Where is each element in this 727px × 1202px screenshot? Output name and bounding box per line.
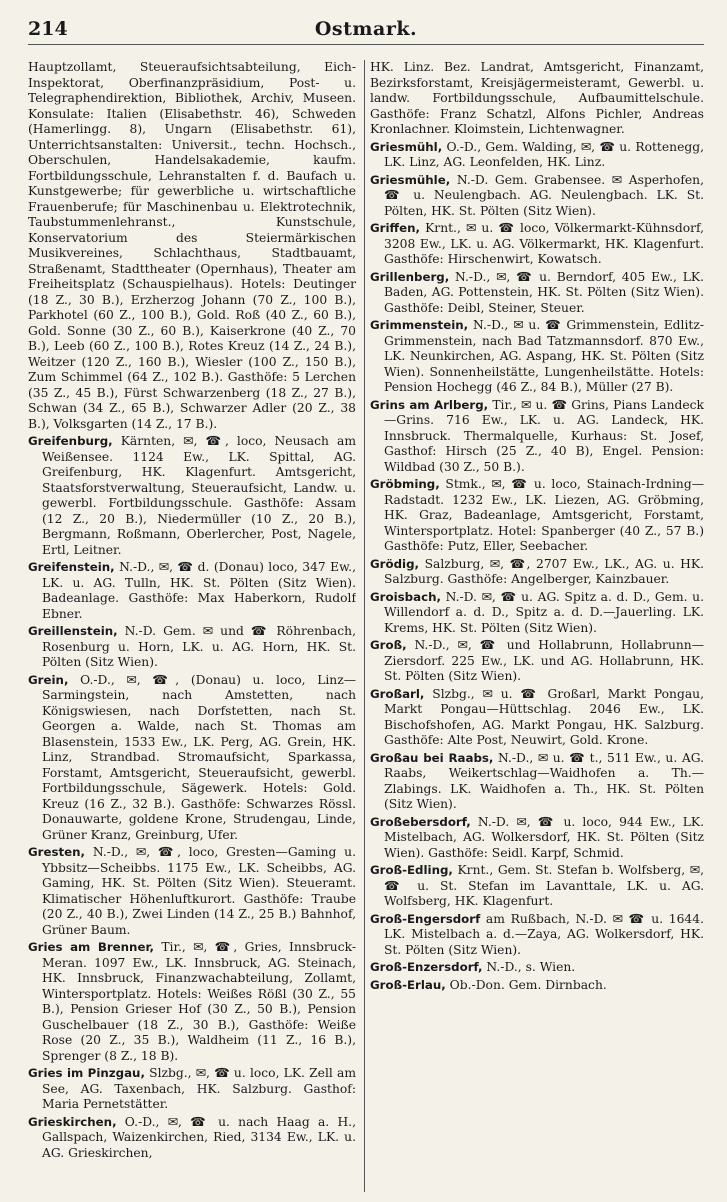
entry-text: N.-D., ✉, ☎ u. Berndorf, 405 Ew., LK. Baden, AG. Pottenstein, HK. St. Pölten (Sitz Wien). Gasthöfe: Deibl, Steiner, Steuer. xyxy=(384,269,704,315)
entry-headword: Greillenstein, xyxy=(28,624,118,638)
entry-headword: Gresten, xyxy=(28,845,86,859)
gazetteer-entry xyxy=(370,912,704,959)
entry-headword: Großebersdorf, xyxy=(370,814,471,829)
entry-headword: Grillenberg, xyxy=(370,269,450,284)
gazetteer-entry xyxy=(28,673,356,844)
page-number: 214 xyxy=(28,18,68,40)
entry-headword: Grins am Arlberg, xyxy=(370,397,489,412)
right-column xyxy=(370,60,704,1192)
entry-text: Tir., ✉ u. ☎ Grins, Pians Landeck—Grins. 716 Ew., LK. u. AG. Landeck, HK. Innsbruck. Thermalquelle, Kurhaus: St. Josef, Gasthof: Hirsch (25 Z., 40 B), Engel. Pension: Wildbad (30 Z., 50 B.). xyxy=(384,397,704,474)
gazetteer-entry xyxy=(28,1066,356,1113)
entry-text: Krnt., Gem. St. Stefan b. Wolfsberg, ✉, ☎ u. St. Stefan im Lavanttale, LK. u. AG. Wolfsberg, HK. Klagenfurt. xyxy=(384,863,704,908)
entry-text: Slzbg., ✉ u. ☎ Großarl, Markt Pongau, Markt Pongau—Hüttschlag. 2046 Ew., LK. Bischofshofen, AG. Markt Pongau, HK. Salzburg. Gasthöfe: Alte Post, Neuwirt, Gold. Krone. xyxy=(384,686,704,747)
entry-headword: Groß-Edling, xyxy=(370,863,453,877)
entry-text: N.-D. Gem. ✉ und ☎ Röhrenbach, Rosenburg u. Horn, LK. u. AG. Horn, HK. St. Pölten (Sitz Wien). xyxy=(42,624,356,669)
gazetteer-entry xyxy=(370,221,704,268)
entry-text: N.-D. ✉, ☎ u. AG. Spitz a. d. D., Gem. u. Willendorf a. d. D., Spitz a. d. D.—Jauerling. LK. Krems, HK. St. Pölten (Sitz Wien). xyxy=(384,589,704,635)
entry-text: Ob.-Don. Gem. Dirnbach. xyxy=(449,977,607,992)
entry-headword: Großau bei Raabs, xyxy=(370,750,494,765)
entry-headword: Gries am Brenner, xyxy=(28,940,155,954)
entry-text: N.-D. ✉, ☎ u. loco, 944 Ew., LK. Mistelbach, AG. Wolkersdorf, HK. St. Pölten (Sitz Wien). Gasthöfe: Seidl. Karpf, Schmid. xyxy=(384,814,704,860)
gazetteer-columns xyxy=(28,60,704,1192)
gazetteer-entry xyxy=(370,60,704,138)
entry-text: Stmk., ✉, ☎ u. loco, Stainach-Irdning—Radstadt. 1232 Ew., LK. Liezen, AG. Gröbming, HK. Graz, Badeanlage, Amtsgericht, Forstamt, Wintersportplatz. Hotel: Spanberger (40 Z., 57 B.) Gasthöfe: Putz, Eller, Seebacher. xyxy=(384,477,704,553)
gazetteer-entry xyxy=(370,590,704,637)
gazetteer-entry xyxy=(28,434,356,558)
page-header xyxy=(28,14,704,45)
entry-headword: Grieskirchen, xyxy=(28,1114,117,1129)
entry-text: Hauptzollamt, Steueraufsichtsabteilung, Eich-Inspektorat, Oberfinanzpräsidium, Post- u. Telegraphendirektion, Bibliothek, Archiv, Museen. Konsulate: Italien (Elisabethstr. 46), Schweden (Hamerlingg. 8), Ungarn (Elisabethstr. 61), Unterrichtsanstalten: Universit., techn. Hochsch., Oberschulen, Handelsakademie, kaufm. Fortbildungsschule, Lehranstalten f. d. Baufach u. Kunstgewerbe; für gewerbliche u. wirtschaftliche Frauenberufe; für Maschinenbau u. Elektrotechnik, Taubstummenlehranst., Kunstschule, Konservatorium des Steiermärkischen Musikvereines, Schlachthaus, Stadtbauamt, Straßenamt, Stadttheater (Opernhaus), Theater am Freiheitsplatz (Schauspielhaus). Hotels: Deutinger (18 Z., 30 B.), Erzherzog Johann (70 Z., 100 B.), Parkhotel (60 Z., 100 B.), Gold. Roß (40 Z., 60 B.), Gold. Sonne (30 Z., 60 B.), Kaiserkrone (40 Z., 70 B.), Leeb (60 Z., 100 B.), Rotes Kreuz (14 Z., 24 B.), Weitzer (120 Z., 160 B.), Wiesler (100 Z., 150 B.), Zum Schimmel (64 Z., 102 B.). Gasthöfe: 5 Lerchen (35 Z., 45 B.), Fürst Schwarzenberg (18 Z., 27 B.), Schwan (34 Z., 65 B.), Schwarzer Adler (20 Z., 38 B.), Volksgarten (14 Z., 17 B.). xyxy=(28,60,356,431)
entry-headword: Groß, xyxy=(370,638,407,652)
gazetteer-entry xyxy=(370,270,704,317)
column-divider xyxy=(364,60,365,1192)
gazetteer-entry xyxy=(28,845,356,938)
gazetteer-entry xyxy=(370,815,704,862)
entry-headword: Greifenstein, xyxy=(28,560,115,574)
entry-headword: Groisbach, xyxy=(370,589,441,604)
entry-headword: Gries im Pinzgau, xyxy=(28,1066,145,1080)
entry-headword: Groß-Enzersdorf, xyxy=(370,960,483,974)
entry-text: Krnt., ✉ u. ☎ loco, Völkermarkt-Kühnsdorf, 3208 Ew., LK. u. AG. Völkermarkt, HK. Klagenfurt. Gasthöfe: Hirschenwirt, Kowatsch. xyxy=(384,221,704,266)
gazetteer-entry xyxy=(370,960,704,976)
gazetteer-entry xyxy=(28,560,356,622)
entry-headword: Groß-Erlau, xyxy=(370,977,446,992)
gazetteer-entry xyxy=(28,60,356,432)
entry-headword: Grein, xyxy=(28,672,69,687)
gazetteer-entry xyxy=(370,638,704,685)
entry-text: am Rußbach, N.-D. ✉ ☎ u. 1644. LK. Mistelbach a. d.—Zaya, AG. Wolkersdorf, HK. St. Pölten (Sitz Wien). xyxy=(384,911,704,957)
entry-headword: Griffen, xyxy=(370,221,420,235)
entry-text: O.-D., Gem. Walding, ✉, ☎ u. Rottenegg, LK. Linz, AG. Leonfelden, HK. Linz. xyxy=(384,139,704,169)
entry-headword: Groß-Engersdorf xyxy=(370,911,481,926)
gazetteer-entry xyxy=(370,751,704,813)
gazetteer-entry xyxy=(370,318,704,396)
gazetteer-entry xyxy=(370,557,704,588)
entry-text: N.-D., ✉ u. ☎ t., 511 Ew., u. AG. Raabs, Weikertschlag—Waidhofen a. Th.—Zlabings. LK. Waidhofen a. Th., HK. St. Pölten (Sitz Wien). xyxy=(384,750,704,811)
entry-text: N.-D., ✉, ☎ d. (Donau) loco, 347 Ew., LK. u. AG. Tulln, HK. St. Pölten (Sitz Wien). Badeanlage. Gasthöfe: Max Haberkorn, Rudolf Ebner. xyxy=(42,560,356,621)
entry-text: N.-D., s. Wien. xyxy=(486,960,576,974)
gazetteer-entry xyxy=(370,173,704,220)
entry-text: Tir., ✉, ☎, Gries, Innsbruck-Meran. 1097 Ew., LK. Innsbruck, AG. Steinach, HK. Innsbruck, Finanzwachabteilung, Zollamt, Wintersportplatz. Hotels: Weißes Rößl (30 Z., 55 B.), Pension Grieser Hof (30 Z., 50 B.), Pension Guschelbauer (18 Z., 30 B.), Gasthöfe: Weiße Rose (20 Z., 35 B.), Waldheim (11 Z., 16 B.), Sprenger (8 Z., 18 B). xyxy=(42,940,356,1063)
entry-text: O.-D., ✉, ☎ u. nach Haag a. H., Gallspach, Waizenkirchen, Ried, 3134 Ew., LK. u. AG. Grieskirchen, xyxy=(42,1114,356,1160)
gazetteer-entry xyxy=(370,687,704,749)
entry-text: O.-D., ✉, ☎, (Donau) u. loco, Linz—Sarmingstein, nach Amstetten, nach Königswiesen, nach Dorfstetten, nach St. Georgen a. Walde, nach St. Thomas am Blasenstein, 1533 Ew., LK. Perg, AG. Grein, HK. Linz, Strandbad. Stromaufsicht, Sparkassa, Forstamt, Amtsgericht, Steueraufsicht, gewerbl. Fortbildungsschule, Sägewerk. Hotels: Gold. Kreuz (16 Z., 32 B.). Gasthöfe: Schwarzes Rössl. Donauwarte, goldene Krone, Strudengau, Linde, Grüner Kranz, Greinburg, Ufer. xyxy=(42,672,356,842)
entry-text: Salzburg, ✉, ☎, 2707 Ew., LK., AG. u. HK. Salzburg. Gasthöfe: Angelberger, Kainzbauer. xyxy=(384,556,704,586)
entry-text: N.-D., ✉, ☎ und Hollabrunn, Hollabrunn—Ziersdorf. 225 Ew., LK. und AG. Hollabrunn, HK. St. Pölten (Sitz Wien). xyxy=(384,638,704,683)
entry-headword: Greifenburg, xyxy=(28,434,113,448)
entry-text: HK. Linz. Bez. Landrat, Amtsgericht, Finanzamt, Bezirksforstamt, Kreisjägermeisteramt, Gewerbl. u. landw. Fortbildungsschule, Aufbaumittelschule. Gasthöfe: Franz Schatzl, Alfons Pichler, Andreas Kronlachner. Kloimstein, Lichtenwagner. xyxy=(370,60,704,136)
entry-text: N.-D. Gem. Grabensee. ✉ Asperhofen, ☎ u. Neulengbach. AG. Neulengbach. LK. St. Pölten, HK. St. Pölten (Sitz Wien). xyxy=(384,172,704,218)
entry-headword: Großarl, xyxy=(370,686,425,701)
entry-headword: Grödig, xyxy=(370,556,420,571)
left-column xyxy=(28,60,356,1192)
running-title: Ostmark. xyxy=(314,18,418,40)
gazetteer-entry xyxy=(370,140,704,171)
gazetteer-entry xyxy=(370,863,704,910)
entry-text: N.-D., ✉, ☎, loco, Gresten—Gaming u. Ybbsitz—Scheibbs. 1175 Ew., LK. Scheibbs, AG. Gaming, HK. St. Pölten (Sitz Wien). Steueramt. Klimatischer Höhenluftkurort. Gasthöfe: Traube (20 Z., 40 B.), Zwei Linden (14 Z., 25 B.) Bahnhof, Grüner Baum. xyxy=(42,845,356,937)
entry-text: Kärnten, ✉, ☎, loco, Neusach am Weißensee. 1124 Ew., LK. Spittal, AG. Greifenburg, HK. Klagenfurt. Amtsgericht, Staatsforstverwaltung, Steueraufsicht, Landw. u. gewerbl. Fortbildungsschule. Gasthöfe: Assam (12 Z., 20 B.), Niedermüller (10 Z., 20 B.), Bergmann, Roßmann, Oberlercher, Post, Nagele, Ertl, Leitner. xyxy=(42,434,356,557)
entry-text: Slzbg., ✉, ☎ u. loco, LK. Zell am See, AG. Taxenbach, HK. Salzburg. Gasthof: Maria Pernetstätter. xyxy=(42,1066,356,1111)
gazetteer-entry xyxy=(28,940,356,1064)
entry-headword: Gröbming, xyxy=(370,477,440,491)
entry-headword: Griesmühl, xyxy=(370,139,443,154)
entry-text: N.-D., ✉ u. ☎ Grimmenstein, Edlitz-Grimmenstein, nach Bad Tatzmannsdorf. 870 Ew., LK. Neunkirchen, AG. Aspang, HK. St. Pölten (Sitz Wien). Sonnenheilstätte, Lungenheilstätte. Hotels: Pension Hochegg (46 Z., 84 B.), Müller (27 B). xyxy=(384,318,704,394)
gazetteer-entry xyxy=(370,978,704,994)
gazetteer-entry xyxy=(370,477,704,555)
gazetteer-entry xyxy=(370,398,704,476)
entry-headword: Grimmenstein, xyxy=(370,318,469,332)
gazetteer-entry xyxy=(28,624,356,671)
entry-headword: Griesmühle, xyxy=(370,172,451,187)
gazetteer-entry xyxy=(28,1115,356,1162)
